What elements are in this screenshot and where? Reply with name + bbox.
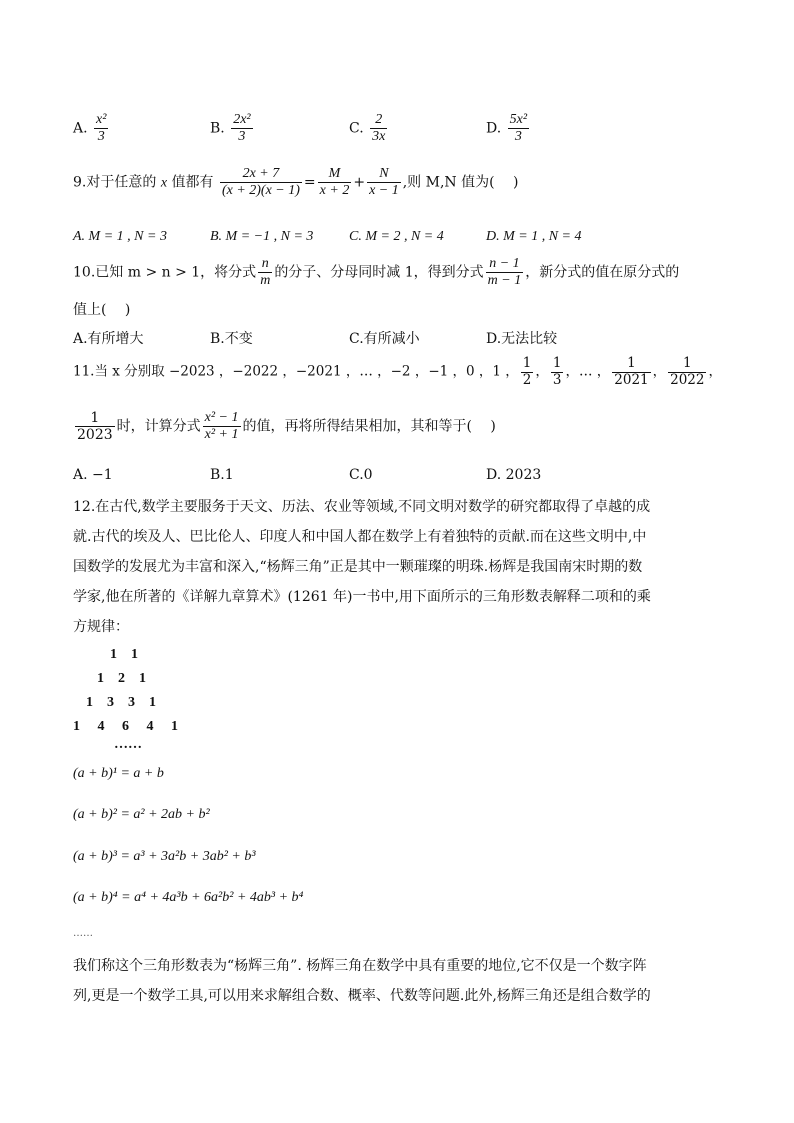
fraction [203, 410, 241, 443]
denominator: 2 [522, 371, 532, 388]
q10-option-b: B.不变 [210, 331, 253, 347]
fraction [551, 356, 564, 388]
numerator: 2 [370, 112, 387, 129]
binomial-formula-1: (a + b)¹ = a + b [73, 766, 164, 781]
denominator: m [260, 273, 271, 289]
q11-question: 11.当 x 分别取 −2023 ，−2022 ，−2021 ，… ，−2 ，−1 ，0 ，1 ， $\frac{1}{2}$ ， $\frac{1}{3}$ ，… ， $\frac{1}{2021}$ ， $\frac{1}{2022}$ ， [73, 355, 722, 388]
q11-option-b: B.1 [210, 467, 234, 483]
paragraph-line: 学家,他在所著的《详解九章算术》(1261 年)一书中,用下面所示的三角形数表解释二项和的乘 [73, 589, 651, 605]
variable: x [160, 175, 168, 191]
denominator: x² + 1 [204, 427, 239, 443]
numerator: 1 [612, 356, 650, 373]
q11-option-c: C.0 [349, 467, 373, 483]
numerator: 1 [522, 355, 532, 371]
paragraph-line: 列,更是一个数学工具,可以用来求解组合数、概率、代数等问题.此外,杨辉三角还是组合数学的 [73, 988, 651, 1004]
text: 时，计算分式 [116, 418, 201, 435]
triangle-ellipsis: …… [114, 737, 142, 752]
binomial-formula-3: (a + b)³ = a³ + 3a²b + 3ab² + b³ [73, 849, 256, 864]
q8-option-a [73, 112, 110, 145]
fraction [521, 356, 534, 388]
text: ,则 M,N 值为( ) [402, 174, 519, 191]
fraction [486, 256, 524, 289]
q11-question-line2 [73, 410, 496, 443]
text: 值都有 [167, 174, 214, 191]
numerator: 2x + 7 [220, 166, 302, 183]
text: ，新分式的值在原分式的 [525, 264, 680, 281]
denominator: 2022 [670, 371, 705, 388]
denominator: 3 [552, 371, 562, 388]
denominator: 2021 [614, 371, 649, 388]
denominator: 3 [514, 129, 522, 145]
q11-option-d: D. 2023 [486, 467, 542, 483]
fraction [258, 256, 272, 289]
fraction [668, 356, 706, 388]
q11-option-a: A. −1 [73, 467, 113, 483]
numerator: 1 [668, 356, 706, 373]
paragraph-line: 方规律： [73, 619, 129, 635]
option-label: B. [210, 120, 225, 137]
q9-option-d: D. M = 1 , N = 4 [486, 229, 582, 244]
q8-option-d [486, 112, 531, 145]
text: 的值，再将所得结果相加，其和等于( ) [242, 418, 496, 435]
fraction [220, 166, 302, 199]
denominator: 3 [238, 129, 246, 145]
numerator: 1 [75, 410, 115, 427]
triangle-row-4: 1 4 6 4 1 [73, 719, 178, 734]
text: 的分子、分母同时减 1，得到分式 [274, 264, 484, 281]
denominator: x + 2 [319, 183, 350, 199]
numerator: n − 1 [486, 256, 524, 273]
q10-option-d: D.无法比较 [486, 331, 558, 347]
paragraph-line: 就.古代的埃及人、巴比伦人、印度人和中国人都在数学上有着独特的贡献.而在这些文明中,中 [73, 529, 647, 545]
fraction [318, 166, 352, 199]
fraction [94, 112, 108, 145]
paragraph-line: 国数学的发展尤为丰富和深入,“杨辉三角”正是其中一颗璀璨的明珠.杨辉是我国南宋时期的数 [73, 559, 643, 575]
option-label: D. [486, 120, 502, 137]
q12-closing-paragraph [73, 951, 721, 1011]
option-label: A. [73, 120, 88, 137]
q10-question-line2: 值上( ) [73, 302, 131, 318]
fraction [370, 112, 387, 145]
q9-option-b: B. M = −1 , N = 3 [210, 229, 314, 244]
text: ，… ， [565, 363, 611, 380]
triangle-row-3: 1 3 3 1 [86, 695, 156, 710]
paragraph-line: 我们称这个三角形数表为“杨辉三角”. 杨辉三角在数学中具有重要的地位,它不仅是一个数字阵 [73, 958, 647, 974]
formula-ellipsis: …… [73, 928, 93, 939]
fraction [508, 112, 529, 145]
option-label: C. [349, 120, 364, 137]
numerator: 5x² [508, 112, 529, 129]
q12-paragraph [73, 492, 721, 642]
text: 9.对于任意的 [73, 174, 161, 191]
q9-question [73, 166, 519, 199]
numerator: x² − 1 [203, 410, 241, 427]
plus-sign: + [353, 174, 366, 191]
q8-option-b [210, 112, 255, 145]
fraction [367, 166, 401, 199]
binomial-formula-4: (a + b)⁴ = a⁴ + 4a³b + 6a²b² + 4ab³ + b⁴ [73, 890, 304, 905]
numerator: x² [94, 112, 108, 129]
denominator: 3 [97, 129, 105, 145]
denominator: 3x [372, 129, 386, 145]
numerator: M [318, 166, 352, 183]
numerator: n [258, 256, 272, 273]
paragraph-line: 12.在古代,数学主要服务于天文、历法、农业等领域,不同文明对数学的研究都取得了卓越的成 [73, 499, 651, 515]
binomial-formula-2: (a + b)² = a² + 2ab + b² [73, 807, 210, 822]
denominator: 2023 [77, 427, 113, 444]
denominator: x − 1 [369, 183, 399, 199]
fraction [612, 356, 650, 388]
q9-option-a: A. M = 1 , N = 3 [73, 229, 167, 244]
fraction [231, 112, 252, 145]
numerator: 2x² [231, 112, 252, 129]
q8-option-c [349, 112, 389, 145]
denominator: (x + 2)(x − 1) [221, 183, 300, 199]
denominator: m − 1 [487, 273, 522, 289]
q10-option-a: A.有所增大 [73, 331, 144, 347]
q9-option-c: C. M = 2 , N = 4 [349, 229, 444, 244]
triangle-row-1: 1 1 [110, 647, 138, 662]
numerator: N [367, 166, 401, 183]
numerator: 1 [552, 355, 562, 371]
equals-sign: = [303, 174, 316, 191]
q10-option-c: C.有所减小 [349, 331, 420, 347]
text: 10.已知 m > n > 1，将分式 [73, 264, 257, 281]
fraction [75, 410, 115, 443]
text: 11.当 x 分别取 −2023 ，−2022 ，−2021 ，… ，−2 ，−1 ，0 ，1 ， [73, 363, 519, 380]
triangle-row-2: 1 2 1 [97, 671, 146, 686]
q10-question [73, 256, 679, 289]
